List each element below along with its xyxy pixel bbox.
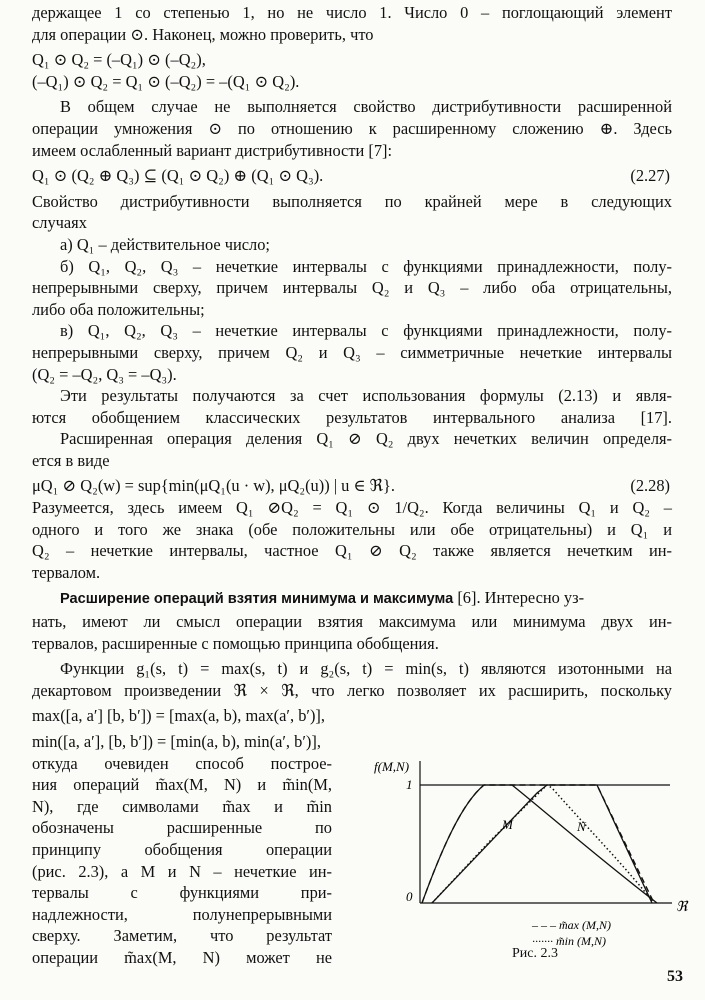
text-line: откуда очевиден способ построе- bbox=[32, 753, 332, 773]
text-line: Расширенная операция деления Q₁ ⊘ Q₂ двух нечетких величин определя- bbox=[60, 429, 672, 449]
tick-one: 1 bbox=[406, 776, 413, 792]
x-axis-label: ℜ bbox=[676, 899, 688, 915]
figure-caption: Рис. 2.3 bbox=[512, 945, 558, 961]
text-line: (Q₂ = –Q₂, Q₃ = –Q₃). bbox=[32, 364, 177, 384]
bold-heading: Расширение операций взятия минимума и максимума bbox=[60, 591, 454, 608]
figure-wrap-section bbox=[32, 753, 688, 969]
equation-2-27 bbox=[32, 165, 672, 187]
wrapped-text bbox=[32, 753, 332, 969]
list-item: б) Q₁, Q₂, Q₃ – нечеткие интервалы с функциями принадлежности, полу- bbox=[60, 256, 672, 276]
text-line: надлежности, полунепрерывными bbox=[32, 904, 332, 924]
text-line: непрерывными сверху, причем интервалы Q₂ и Q₃ – либо оба отрицательны, bbox=[32, 278, 672, 298]
text-line: тервалов, расширенные с помощью принципа обобщения. bbox=[32, 633, 439, 653]
text-line: операции m̃ax(M, N) может не bbox=[32, 947, 332, 967]
text-line: случаях bbox=[32, 213, 87, 233]
text-line: тервалом. bbox=[32, 562, 101, 582]
text-line: Функции g₁(s, t) = max(s, t) и g₂(s, t) = min(s, t) являются изотонными на bbox=[60, 659, 672, 679]
text-line: ются обобщением классических результатов интервального анализа [17]. bbox=[32, 407, 672, 427]
list-item: в) Q₁, Q₂, Q₃ – нечеткие интервалы с функциями принадлежности, полу- bbox=[60, 321, 672, 341]
text-line: В общем случае не выполняется свойство дистрибутивности расширенной bbox=[60, 97, 672, 117]
page-body bbox=[32, 2, 688, 969]
text-line: обозначены расширенные по bbox=[32, 818, 332, 838]
page-number: 53 bbox=[667, 968, 683, 985]
equation-2-28 bbox=[32, 475, 672, 497]
y-axis-label: f(M,N) bbox=[374, 758, 410, 774]
section-lead bbox=[32, 587, 672, 611]
text-line: операции умножения ⊙ по отношению к расширенному сложению ⊕. Здесь bbox=[32, 118, 672, 138]
label-n: N bbox=[577, 818, 586, 834]
text-line: нать, имеют ли смысл операции взятия максимума или минимума двух ин- bbox=[32, 612, 672, 632]
text-line: N), где символами m̃ax и m̃in bbox=[32, 796, 332, 816]
legend-max: – – – m̃ax (M,N) bbox=[532, 917, 611, 932]
text-line: Свойство дистрибутивности выполняется по крайней мере в следующих bbox=[32, 191, 672, 211]
text-line: Разумеется, здесь имеем Q₁ ⊘Q₂ = Q₁ ⊙ 1/Q₂. Когда величины Q₁ и Q₂ – bbox=[32, 498, 672, 518]
min-curve bbox=[432, 785, 654, 903]
text-line: держащее 1 со степенью 1, но не число 1. Число 0 – поглощающий элемент bbox=[32, 3, 672, 22]
label-m: M bbox=[502, 816, 513, 832]
tick-zero: 0 bbox=[406, 888, 413, 904]
equation-body: Q₁ ⊙ (Q₂ ⊕ Q₃) ⊆ (Q₁ ⊙ Q₂) ⊕ (Q₁ ⊙ Q₃). bbox=[32, 166, 324, 186]
equation-line: (–Q₁) ⊙ Q₂ = Q₁ ⊙ (–Q₂) = –(Q₁ ⊙ Q₂). bbox=[32, 71, 300, 91]
text-line: (рис. 2.3), а M и N – нечеткие ин- bbox=[32, 861, 332, 881]
heading-ref: [6]. bbox=[457, 588, 481, 608]
equation-line: Q₁ ⊙ Q₂ = (–Q₁) ⊙ (–Q₂), bbox=[32, 50, 206, 70]
text-line: ется в виде bbox=[32, 450, 110, 470]
text-fragment: Интересно уз- bbox=[484, 588, 585, 608]
max-curve bbox=[422, 785, 654, 903]
text-line: Эти результаты получаются за счет использования формулы (2.13) и явля- bbox=[60, 386, 672, 406]
text-line: тервалы с функциями при- bbox=[32, 883, 332, 903]
text-line: декартовом произведении ℜ × ℜ, что легко позволяет их расширить, поскольку bbox=[32, 680, 672, 700]
text-line: сверху. Заметим, что результат bbox=[32, 926, 332, 946]
text-line: непрерывными сверху, причем Q₂ и Q₃ – симметричные нечеткие интервалы bbox=[32, 342, 672, 362]
text-line: принципу обобщения операции bbox=[32, 839, 332, 859]
membership-n bbox=[432, 785, 652, 903]
figure-2-3 bbox=[372, 753, 702, 963]
text-line: имеем ослабленный вариант дистрибутивности [7]: bbox=[32, 140, 393, 160]
equation-number: (2.28) bbox=[630, 476, 670, 496]
equation-body: μQ₁ ⊘ Q₂(w) = sup{min(μQ₁(u · w), μQ₂(u)) | u ∈ ℜ}. bbox=[32, 476, 395, 496]
text-line: ния операций m̃ax(M, N) и m̃in(M, bbox=[32, 775, 332, 795]
text-line: для операции ⊙. Наконец, можно проверить, что bbox=[32, 24, 374, 44]
legend-min: ······· m̃in (M,N) bbox=[532, 933, 606, 948]
equation-number: (2.27) bbox=[630, 166, 670, 186]
equation-line: max([a, a′] [b, b′]) = [max(a, b), max(a′, b′)], bbox=[32, 706, 325, 726]
text-line: либо оба положительны; bbox=[32, 299, 205, 319]
list-item: а) Q₁ – действительное число; bbox=[60, 234, 270, 254]
membership-m bbox=[422, 785, 657, 903]
equation-line: min([a, a′], [b, b′]) = [min(a, b), min(a′, b′)], bbox=[32, 732, 321, 751]
text-line: одного и того же знака (обе положительны или обе отрицательны) и Q₁ и bbox=[32, 519, 672, 539]
text-line: Q₂ – нечеткие интервалы, частное Q₁ ⊘ Q₂ также является нечетким ин- bbox=[32, 541, 672, 561]
